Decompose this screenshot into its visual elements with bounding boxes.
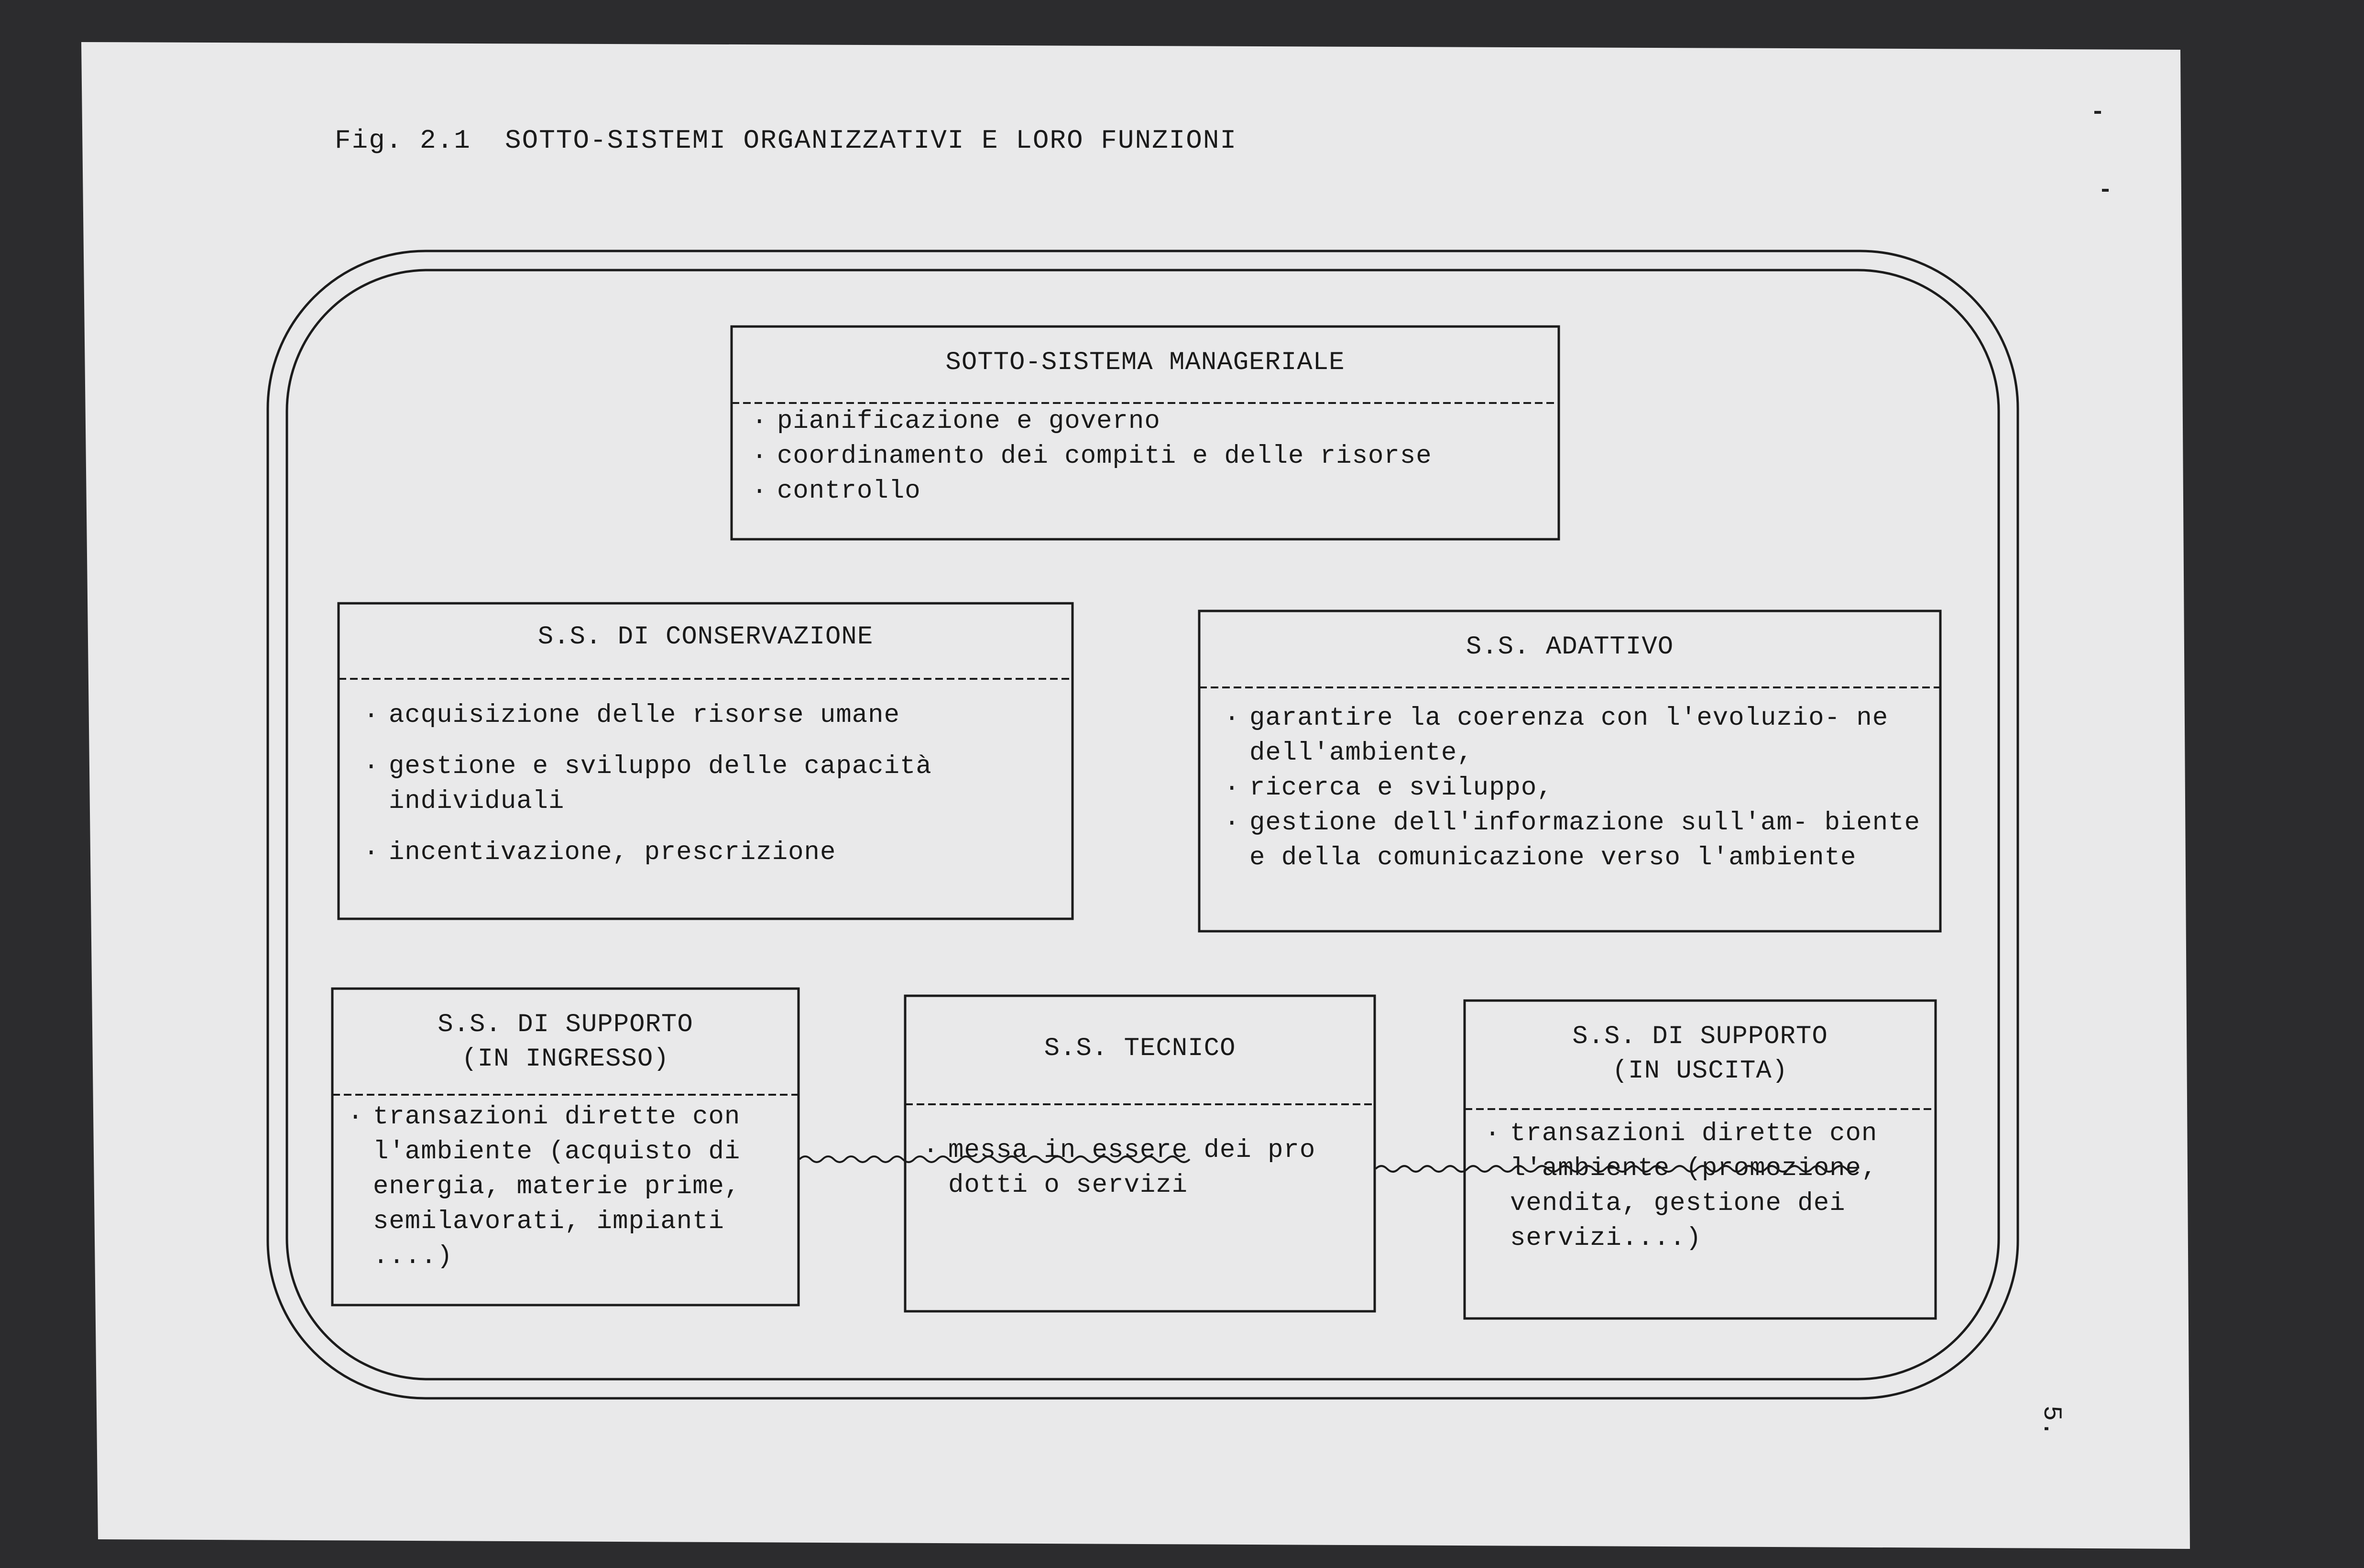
edge-mark-1 bbox=[2094, 111, 2101, 114]
adaptive-box bbox=[1199, 611, 1940, 931]
technical-function-list bbox=[905, 1133, 1375, 1203]
conservation-function-list bbox=[339, 698, 1073, 870]
list-item: . acquisizione delle risorse umane bbox=[358, 698, 1063, 733]
list-item: . gestione e sviluppo delle capacità individuali bbox=[358, 749, 1063, 819]
list-item: . transazioni dirette con l'ambiente (acquisto di energia, materie prime, semilavorati, impianti ....) bbox=[342, 1100, 791, 1274]
support-in-function-list bbox=[332, 1100, 799, 1274]
list-item: . coordinamento dei compiti e delle risorse bbox=[746, 439, 1559, 474]
support-in-subheading: (IN INGRESSO) bbox=[461, 1045, 669, 1074]
list-item: . pianificazione e governo bbox=[746, 404, 1559, 439]
list-item: . incentivazione, prescrizione bbox=[358, 835, 1063, 870]
figure-title: Fig. 2.1 SOTTO-SISTEMI ORGANIZZATIVI E LORO FUNZIONI bbox=[335, 125, 1237, 156]
list-item: . gestione dell'informazione sull'am- biente e della comunicazione verso l'ambiente bbox=[1218, 806, 1926, 875]
conservation-box bbox=[339, 603, 1073, 919]
list-item: . transazioni dirette con l'ambiente (promozione, vendita, gestione dei servizi....) bbox=[1479, 1116, 1928, 1256]
edge-mark-2 bbox=[2102, 189, 2109, 192]
list-item: . controllo bbox=[746, 474, 1559, 509]
list-item: . garantire la coerenza con l'evoluzio- ne dell'ambiente, bbox=[1218, 701, 1926, 771]
support-out-function-list bbox=[1465, 1116, 1936, 1256]
managerial-heading: SOTTO-SISTEMA MANAGERIALE bbox=[945, 348, 1345, 377]
page-number: 5. bbox=[2036, 1405, 2066, 1437]
technical-box bbox=[905, 996, 1375, 1311]
support-out-subheading: (IN USCITA) bbox=[1612, 1056, 1788, 1086]
adaptive-function-list bbox=[1199, 701, 1940, 875]
support-out-box bbox=[1465, 1001, 1936, 1318]
managerial-box bbox=[732, 327, 1559, 539]
support-out-heading: S.S. DI SUPPORTO bbox=[1572, 1022, 1828, 1051]
support-in-box bbox=[332, 989, 799, 1305]
list-item: . messa in essere dei pro dotti o servizi bbox=[917, 1133, 1365, 1203]
support-in-heading: S.S. DI SUPPORTO bbox=[438, 1010, 693, 1039]
technical-heading: S.S. TECNICO bbox=[1044, 1034, 1236, 1063]
adaptive-heading: S.S. ADATTIVO bbox=[1466, 632, 1674, 662]
managerial-function-list bbox=[732, 404, 1559, 509]
list-item: . ricerca e sviluppo, bbox=[1218, 771, 1926, 806]
conservation-heading: S.S. DI CONSERVAZIONE bbox=[537, 622, 874, 652]
